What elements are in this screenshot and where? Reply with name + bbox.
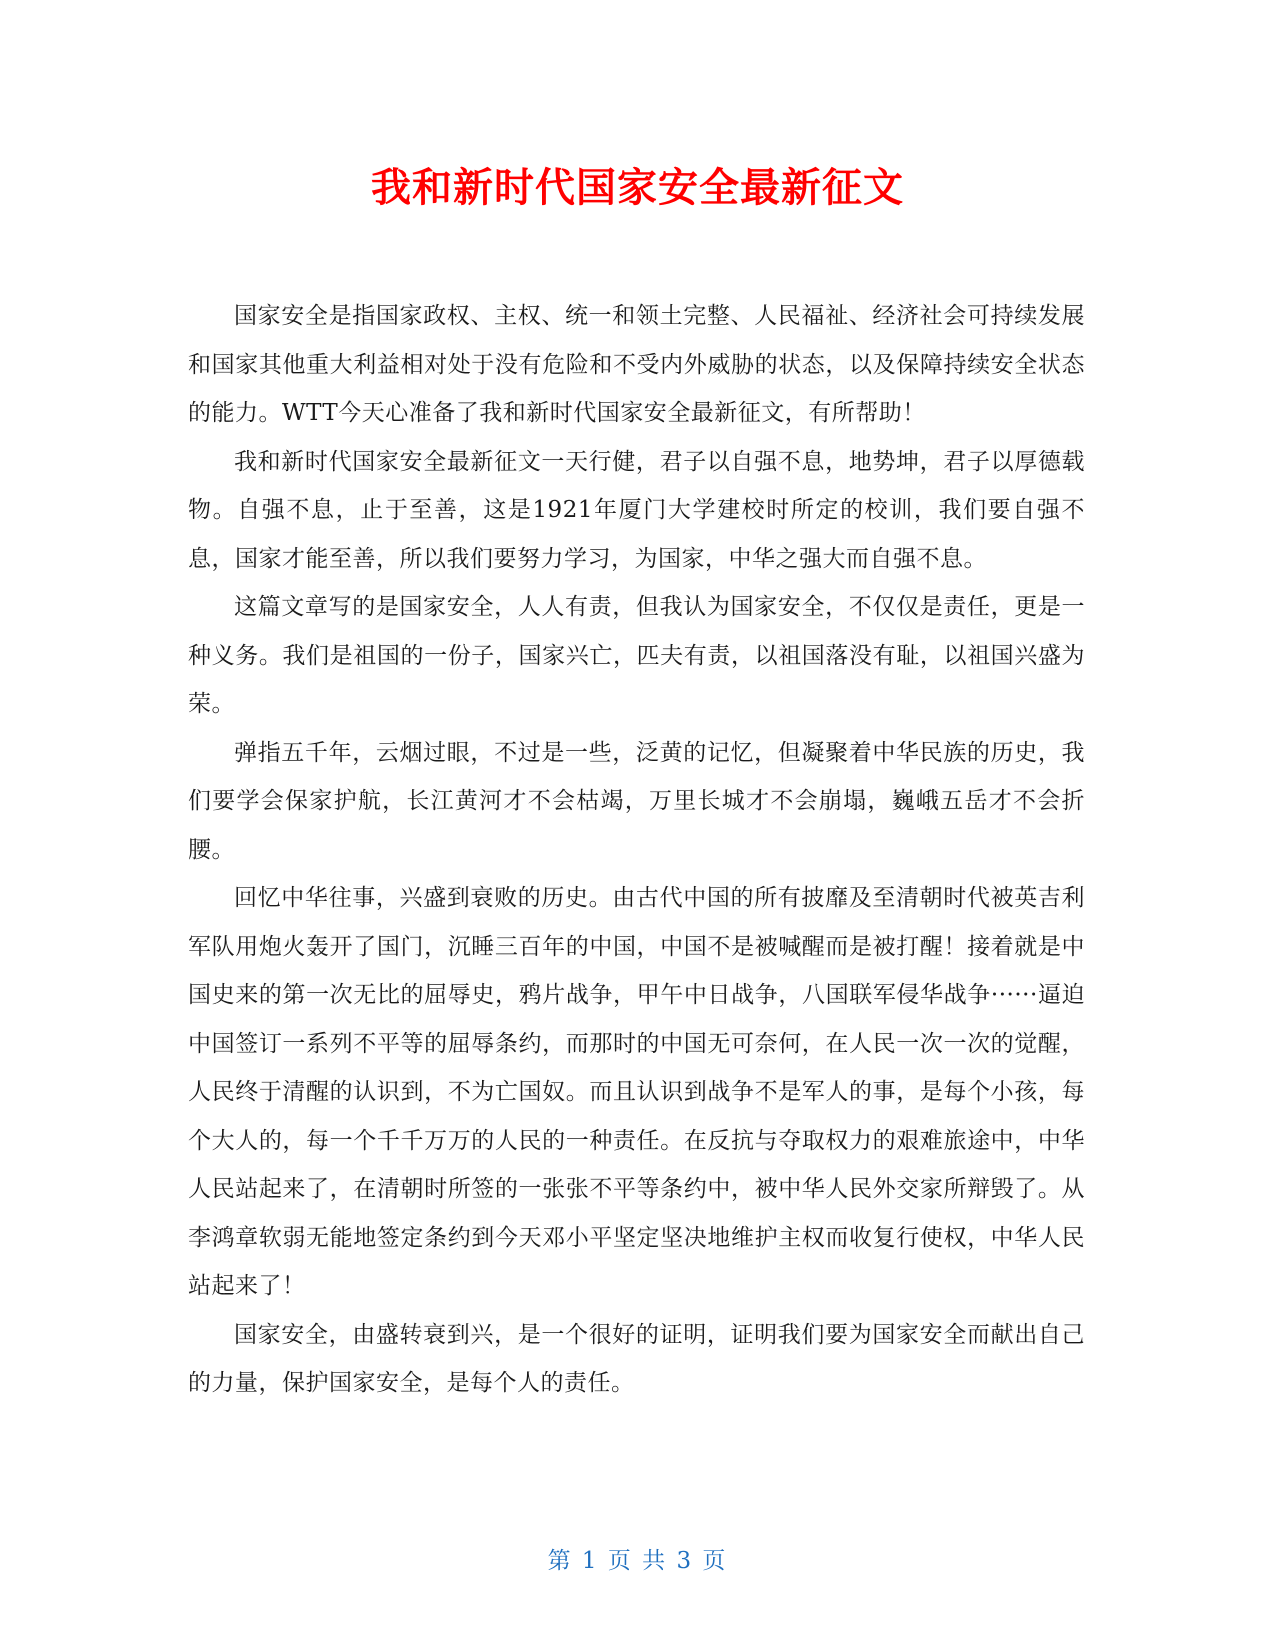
page-number-label: 第 1 页 共 3 页	[547, 1548, 728, 1574]
paragraph: 这篇文章写的是国家安全，人人有责，但我认为国家安全，不仅仅是责任，更是一种义务。我们是祖国的一份子，国家兴亡，匹夫有责，以祖国落没有耻，以祖国兴盛为荣。	[188, 594, 1085, 717]
paragraph: 我和新时代国家安全最新征文一天行健，君子以自强不息，地势坤，君子以厚德载物。自强不息，止于至善，这是1921年厦门大学建校时所定的校训，我们要自强不息，国家才能至善，所以我们要努力学习，为国家，中华之强大而自强不息。	[188, 448, 1085, 572]
paragraph: 弹指五千年，云烟过眼，不过是一些，泛黄的记忆，但凝聚着中华民族的历史，我们要学会保家护航，长江黄河才不会枯竭，万里长城才不会崩塌，巍峨五岳才不会折腰。	[188, 739, 1085, 863]
paragraph: 回忆中华往事，兴盛到衰败的历史。由古代中国的所有披靡及至清朝时代被英吉利军队用炮火轰开了国门，沉睡三百年的中国，中国不是被喊醒而是被打醒！接着就是中国史来的第一次无比的屈辱史，鸦片战争，甲午中日战争，八国联军侵华战争······逼迫中国签订一系列不平等的屈辱条约，而那时的中国无可奈何，在人民一次一次的觉醒，人民终于清醒的认识到，不为亡国奴。而且认识到战争不是军人的事，是每个小孩，每个大人的，每一个千千万万的人民的一种责任。在反抗与夺取权力的艰难旅途中，中华人民站起来了，在清朝时所签的一张张不平等条约中，被中华人民外交家所辩毁了。从李鸿章软弱无能地签定条约到今天邓小平坚定坚决地维护主权而收复行使权，中华人民站起来了！	[188, 885, 1085, 1299]
page-footer	[0, 1546, 1275, 1576]
paragraph: 国家安全是指国家政权、主权、统一和领土完整、人民福祉、经济社会可持续发展和国家其他重大利益相对处于没有危险和不受内外威胁的状态，以及保障持续安全状态的能力。WTT今天心准备了我和新时代国家安全最新征文，有所帮助！	[188, 303, 1085, 426]
paragraph: 国家安全，由盛转衰到兴，是一个很好的证明，证明我们要为国家安全而献出自己的力量，保护国家安全，是每个人的责任。	[188, 1321, 1085, 1396]
document-title: 我和新时代国家安全最新征文	[371, 165, 904, 211]
document-body	[188, 292, 1085, 1408]
